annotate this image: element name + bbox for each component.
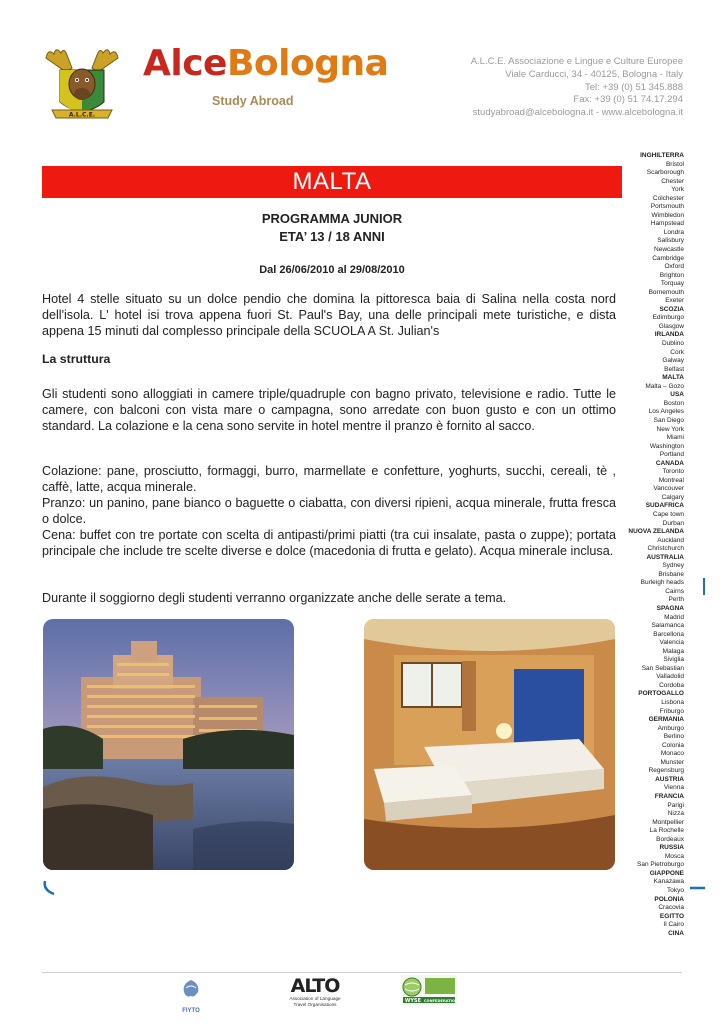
sidebar-country[interactable]: FRANCIA [654, 793, 684, 801]
sidebar-city[interactable]: Scarborough [646, 169, 684, 177]
sidebar-city[interactable]: Salisbury [657, 237, 684, 245]
sidebar-city[interactable]: Brisbane [658, 570, 684, 578]
sidebar-city[interactable]: Miami [666, 434, 684, 442]
sidebar-country[interactable]: POLONIA [654, 895, 684, 903]
contact-phone: Tel: +39 (0) 51 345.888 [585, 81, 683, 93]
sidebar-country[interactable]: GERMANIA [648, 716, 684, 724]
sidebar-city[interactable]: Christchurch [647, 545, 684, 553]
sidebar-city[interactable]: Berlino [663, 733, 684, 741]
program-dates: Dal 26/06/2010 al 29/08/2010 [259, 264, 405, 276]
sidebar-city[interactable]: Valladolid [656, 673, 684, 681]
sidebar-city[interactable]: La Rochelle [649, 827, 684, 835]
contact-fax: Fax: +39 (0) 51 74.17.294 [573, 94, 683, 106]
sidebar-country[interactable]: IRLANDA [654, 331, 684, 339]
brand-name[interactable] [143, 43, 389, 84]
sidebar-city[interactable]: Regensburg [648, 767, 684, 775]
struttura-paragraph: Gli studenti sono alloggiati in camere triple/quadruple con bagno privato, televisione e radio. Tutte le camere, con balconi con vista mare o campagna, sono arredate con buon gusto e con un ottimo standard. La colazione e la cena sono servite in hotel mentre il pranzo è fornito al sacco. [42, 387, 616, 433]
sidebar-city[interactable]: Boston [663, 399, 684, 407]
sidebar-country[interactable]: AUSTRALIA [646, 553, 684, 561]
contact-line: Viale Carducci, 34 - 40125, Bologna - Italy [505, 68, 683, 80]
sidebar-city[interactable]: Londra [663, 228, 684, 236]
sidebar-city[interactable]: Colonia [661, 741, 684, 749]
meals-block [42, 463, 616, 559]
sidebar-city[interactable]: Cracovia [658, 904, 684, 912]
sidebar-country[interactable]: MALTA [662, 374, 684, 382]
sidebar-city[interactable]: Calgary [661, 493, 684, 501]
sidebar-city[interactable]: Madrid [664, 613, 684, 621]
sidebar-city[interactable]: Cambridge [652, 254, 684, 262]
sidebar-city[interactable]: Cordoba [659, 681, 684, 689]
sidebar-city[interactable]: Tokyo [667, 887, 684, 895]
alto-logo-text: ALTO [290, 975, 340, 997]
sidebar-city[interactable]: Colchester [652, 194, 684, 202]
sidebar-city[interactable]: Belfast [664, 365, 684, 373]
brand-part1: Alce [143, 43, 227, 84]
serate-paragraph: Durante il soggiorno degli studenti verranno organizzate anche delle serate a tema. [42, 591, 507, 605]
section-heading-struttura: La struttura [42, 352, 111, 366]
sidebar-city[interactable]: Brighton [659, 271, 684, 279]
sidebar-country[interactable]: CANADA [655, 459, 684, 467]
sidebar-city[interactable]: Perth [668, 596, 684, 604]
sidebar-country[interactable]: NUOVA ZELANDA [628, 528, 684, 536]
sidebar-city[interactable]: Burleigh heads [640, 579, 684, 587]
sidebar-city[interactable]: Vienna [663, 784, 684, 792]
sidebar-city[interactable]: New York [656, 425, 684, 433]
fiyto-text: FIYTO [182, 1008, 200, 1014]
sidebar-city[interactable]: Kanazawa [653, 878, 684, 886]
hotel-exterior-photo [43, 619, 294, 870]
sidebar-city[interactable]: Sydney [662, 562, 684, 570]
sidebar-city[interactable]: Malta – Gozo [645, 382, 684, 390]
logo-ribbon-text: A.L.C.E. [68, 111, 96, 119]
alto-caption: Travel Organisations [293, 1002, 337, 1007]
sidebar-city[interactable]: Newcastle [654, 246, 684, 254]
meal-cena: Cena: buffet con tre portate con scelta di antipasti/primi piatti (tra cui insalate, pasta o zuppe); portata principale che include tre scelte diverse e dolce (macedonia di frutta e gelato). Acqua minerale inclusa. [42, 528, 616, 558]
sidebar-city[interactable]: Portland [659, 451, 684, 459]
sidebar-city[interactable]: Nizza [667, 810, 684, 818]
sidebar-city[interactable]: Bornemouth [648, 288, 684, 296]
alto-caption: Association of Language [289, 996, 341, 1001]
contact-email-web[interactable]: studyabroad@alcebologna.it - www.alcebologna.it [472, 107, 683, 119]
sidebar-city[interactable]: Salamanca [651, 622, 684, 630]
sidebar-country[interactable]: RUSSIA [659, 844, 684, 852]
sidebar-city[interactable]: Washington [649, 442, 684, 450]
sidebar-city[interactable]: Il Cairo [663, 921, 684, 929]
sidebar-city[interactable]: Durban [662, 519, 684, 527]
wyse-logo [401, 975, 457, 1005]
sidebar-city[interactable]: Los Angeles [648, 408, 684, 416]
fiyto-logo [178, 978, 204, 1010]
sidebar-city[interactable]: Friburgo [659, 707, 684, 715]
sidebar-city[interactable]: Mosca [664, 852, 684, 860]
sidebar-city[interactable]: Auckland [657, 536, 684, 544]
sidebar-city[interactable]: Munster [660, 758, 684, 766]
alto-logo [284, 976, 346, 1008]
meal-pranzo: Pranzo: un panino, pane bianco o baguette o ciabatta, con diversi ripieni, acqua minerale, frutta fresca o dolce. [42, 496, 616, 526]
wyse-confederation-label: CONFEDERATION [423, 999, 457, 1003]
sidebar-country[interactable]: SUDAFRICA [645, 502, 684, 510]
sidebar-city[interactable]: Valencia [659, 639, 684, 647]
sidebar-city[interactable]: Wimbledon [651, 211, 684, 219]
sidebar-city[interactable]: Barcellona [653, 630, 684, 638]
intro-paragraph: Hotel 4 stelle situato su un dolce pendio che domina la pittoresca baia di Salina nella costa nord dell'isola. L' hotel isi trova appena fuori St. Paul's Bay, una delle principali mete turistiche, e dista appena 15 minuti dal complesso principale della SCUOLA A St. Julian's [42, 292, 616, 338]
sidebar-city[interactable]: Cork [670, 348, 684, 356]
contact-line: A.L.C.E. Associazione e Lingue e Culture Europee [470, 56, 683, 67]
sidebar-city[interactable]: Galway [662, 357, 684, 365]
alce-logo-emblem [42, 44, 122, 126]
sidebar-city[interactable]: Bristol [665, 160, 684, 168]
program-heading [42, 210, 622, 246]
sidebar-city[interactable]: Cape town [652, 510, 684, 518]
sidebar-city[interactable]: Chester [661, 177, 684, 185]
sidebar-country[interactable]: SPAGNA [656, 604, 684, 612]
brand-part2: Bologna [226, 43, 389, 84]
sidebar-city[interactable]: York [671, 186, 684, 194]
hotel-room-photo [364, 619, 615, 870]
sidebar-city[interactable]: Lisbona [661, 699, 684, 706]
sidebar-country[interactable]: AUSTRIA [655, 775, 684, 783]
page-title: MALTA [292, 168, 372, 195]
sidebar-city[interactable]: Exeter [665, 297, 684, 305]
sidebar-city[interactable]: Amburgo [657, 724, 684, 732]
sidebar-city[interactable]: Toronto [662, 468, 684, 476]
sidebar-city[interactable]: Monaco [660, 750, 684, 758]
blue-accent-mark [703, 578, 705, 595]
blue-corner-mark [42, 880, 58, 896]
footer-divider [42, 972, 682, 973]
meal-colazione: Colazione: pane, prosciutto, formaggi, burro, marmellate e confetture, yoghurts, succhi, cereali, tè , caffè, latte, acqua minerale. [42, 464, 616, 494]
blue-corner-mark [690, 880, 706, 896]
sidebar-city[interactable]: Bordeaux [656, 835, 684, 843]
sidebar-country[interactable]: CINA [668, 929, 684, 937]
sidebar-city[interactable]: Cairns [665, 587, 684, 595]
sidebar-city[interactable]: Edimburgo [652, 314, 684, 322]
destinations-sidebar [622, 152, 684, 938]
sidebar-city[interactable]: Montpellier [652, 818, 684, 826]
sidebar-country[interactable]: INGHILTERRA [640, 152, 684, 159]
sidebar-country[interactable]: EGITTO [659, 912, 684, 920]
sidebar-country[interactable]: SCOZIA [659, 305, 684, 313]
sidebar-city[interactable]: San Diego [653, 416, 684, 424]
brand-subtitle: Study Abroad [212, 94, 294, 108]
sidebar-city[interactable]: Parigi [667, 801, 684, 809]
sidebar-city[interactable]: Glasgow [658, 322, 684, 330]
sidebar-city[interactable]: San Pietroburgo [637, 861, 684, 869]
sidebar-country[interactable]: GIAPPONE [649, 869, 684, 877]
contact-block [471, 56, 683, 120]
wyse-label: WYSE [404, 998, 422, 1004]
sidebar-city[interactable]: Malaga [662, 647, 684, 655]
sidebar-city[interactable]: Siviglia [663, 656, 684, 664]
sidebar-city[interactable]: Oxford [664, 263, 684, 271]
sidebar-city[interactable]: San Sebastian [641, 664, 684, 672]
sidebar-city[interactable]: Vancouver [653, 485, 684, 493]
sidebar-city[interactable]: Torquay [660, 280, 684, 288]
program-name: PROGRAMMA JUNIOR [261, 211, 403, 226]
sidebar-city[interactable]: Dublino [661, 340, 684, 348]
program-age: ETA’ 13 / 18 ANNI [279, 229, 385, 244]
sidebar-country[interactable]: PORTOGALLO [638, 690, 684, 698]
sidebar-city[interactable]: Hampstead [650, 220, 684, 228]
sidebar-country[interactable]: USA [670, 391, 684, 399]
sidebar-city[interactable]: Portsmouth [650, 203, 684, 211]
sidebar-city[interactable]: Montreal [658, 476, 684, 484]
